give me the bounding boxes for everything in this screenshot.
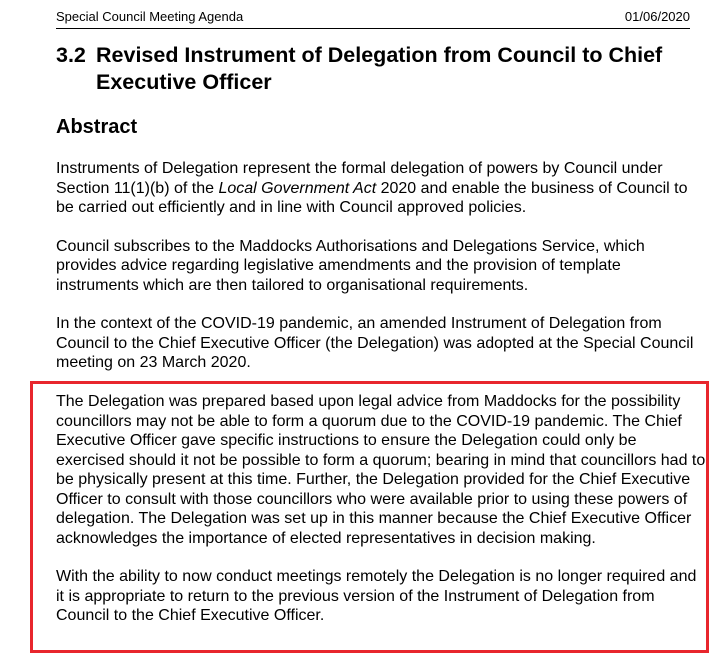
abstract-heading: Abstract: [56, 116, 138, 138]
agenda-item-heading: Revised Instrument of Delegation from Council to Chief Executive Officer: [96, 43, 663, 94]
abstract-body: [56, 159, 706, 392]
paragraph-covid-context: In the context of the COVID-19 pandemic, an amended Instrument of Delegation from Council to the Chief Executive Officer (the Delegation) was adopted at the Special Council meeting on 23 March 2020.: [56, 315, 694, 371]
highlighted-body: [56, 392, 706, 645]
act-name: Local Government Act: [218, 179, 377, 197]
header-date: 01/06/2020: [624, 9, 690, 24]
paragraph-maddocks-service: Council subscribes to the Maddocks Authorisations and Delegations Service, which provides advice regarding legislative amendments and the provision of template instruments which are then tailored to organisational requirements.: [56, 237, 645, 294]
paragraph-remote-meetings: With the ability to now conduct meetings remotely the Delegation is no longer required and it is appropriate to return to the previous version of the Instrument of Delegation from Council to the Chief Executive Officer.: [56, 568, 697, 624]
paragraph-instruments-text-b: 2020 and enable the business of Council to be carried out efficiently and in line with Council approved policies.: [56, 179, 688, 216]
agenda-item-title: [56, 42, 706, 96]
paragraph-delegation-advice: The Delegation was prepared based upon legal advice from Maddocks for the possibility councillors may not be able to form a quorum due to the COVID-19 pandemic. The Chief Executive Officer gave specific instructions to ensure the Delegation could only be exercised should it not be possible to form a quorum; bearing in mind that councillors had to be physically present at this time. Further, the Delegation provided for the Chief Executive Officer to consult with those councillors who were available prior to using these powers of delegation. The Delegation was set up in this manner because the Chief Executive Officer acknowledges the importance of elected representatives in decision making.: [56, 393, 706, 547]
paragraph-instruments: [56, 159, 706, 218]
agenda-item-number: 3.2: [56, 43, 86, 67]
page-header: [56, 6, 690, 29]
paragraph-instruments-text-a: Instruments of Delegation represent the formal delegation of powers by Council under Section 11(1)(b) of the: [56, 160, 663, 197]
header-document-title: Special Council Meeting Agenda: [56, 9, 244, 24]
